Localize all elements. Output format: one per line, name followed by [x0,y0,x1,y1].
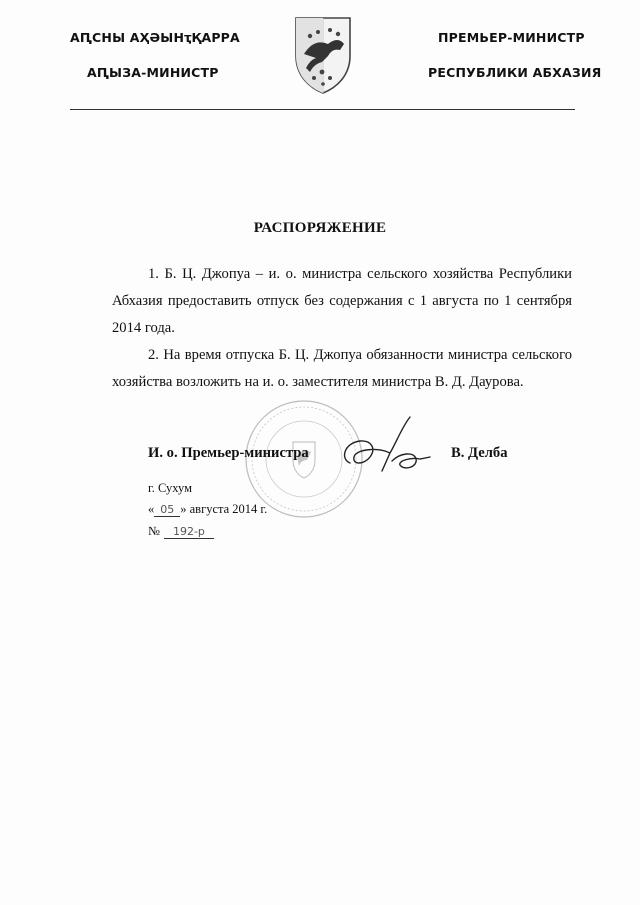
document-title: РАСПОРЯЖЕНИЕ [253,220,387,236]
header-right-line2: РЕСПУБЛИКИ АБХАЗИЯ [428,65,602,80]
header-left-line1: АԤСНЫ АҲӘЫНҭҚАРРА [70,30,240,45]
date-line [148,502,267,517]
city-line: г. Сухум [148,481,193,495]
header-divider [70,109,575,110]
date-open-quote: « [148,502,155,516]
header-right-line1: ПРЕМЬЕР-МИНИСТР [438,30,585,45]
number-line [148,524,214,539]
header-left-line2: АԤЫЗА-МИНИСТР [87,65,219,80]
paragraph-1: 1. Б. Ц. Джопуа – и. о. министра сельского хозяйства Республики Абхазия предоставить отпуск без содержания с 1 августа по 1 сентября 2014 года. [112,266,572,336]
coat-of-arms-icon [292,14,354,96]
number-prefix: № [148,524,160,538]
date-rest: » августа 2014 г. [180,502,268,516]
paragraph-2: 2. На время отпуска Б. Ц. Джопуа обязанности министра сельского хозяйства возложить на и. о. заместителя министра В. Д. Даурова. [112,347,572,390]
signatory-name: В. Делба [451,445,508,461]
signatory-position: И. о. Премьер-министра [148,445,309,461]
handwritten-signature-icon [330,413,440,483]
date-day-handwritten: 05 [154,504,180,517]
number-handwritten: 192-р [164,526,214,539]
document-body [112,261,572,396]
